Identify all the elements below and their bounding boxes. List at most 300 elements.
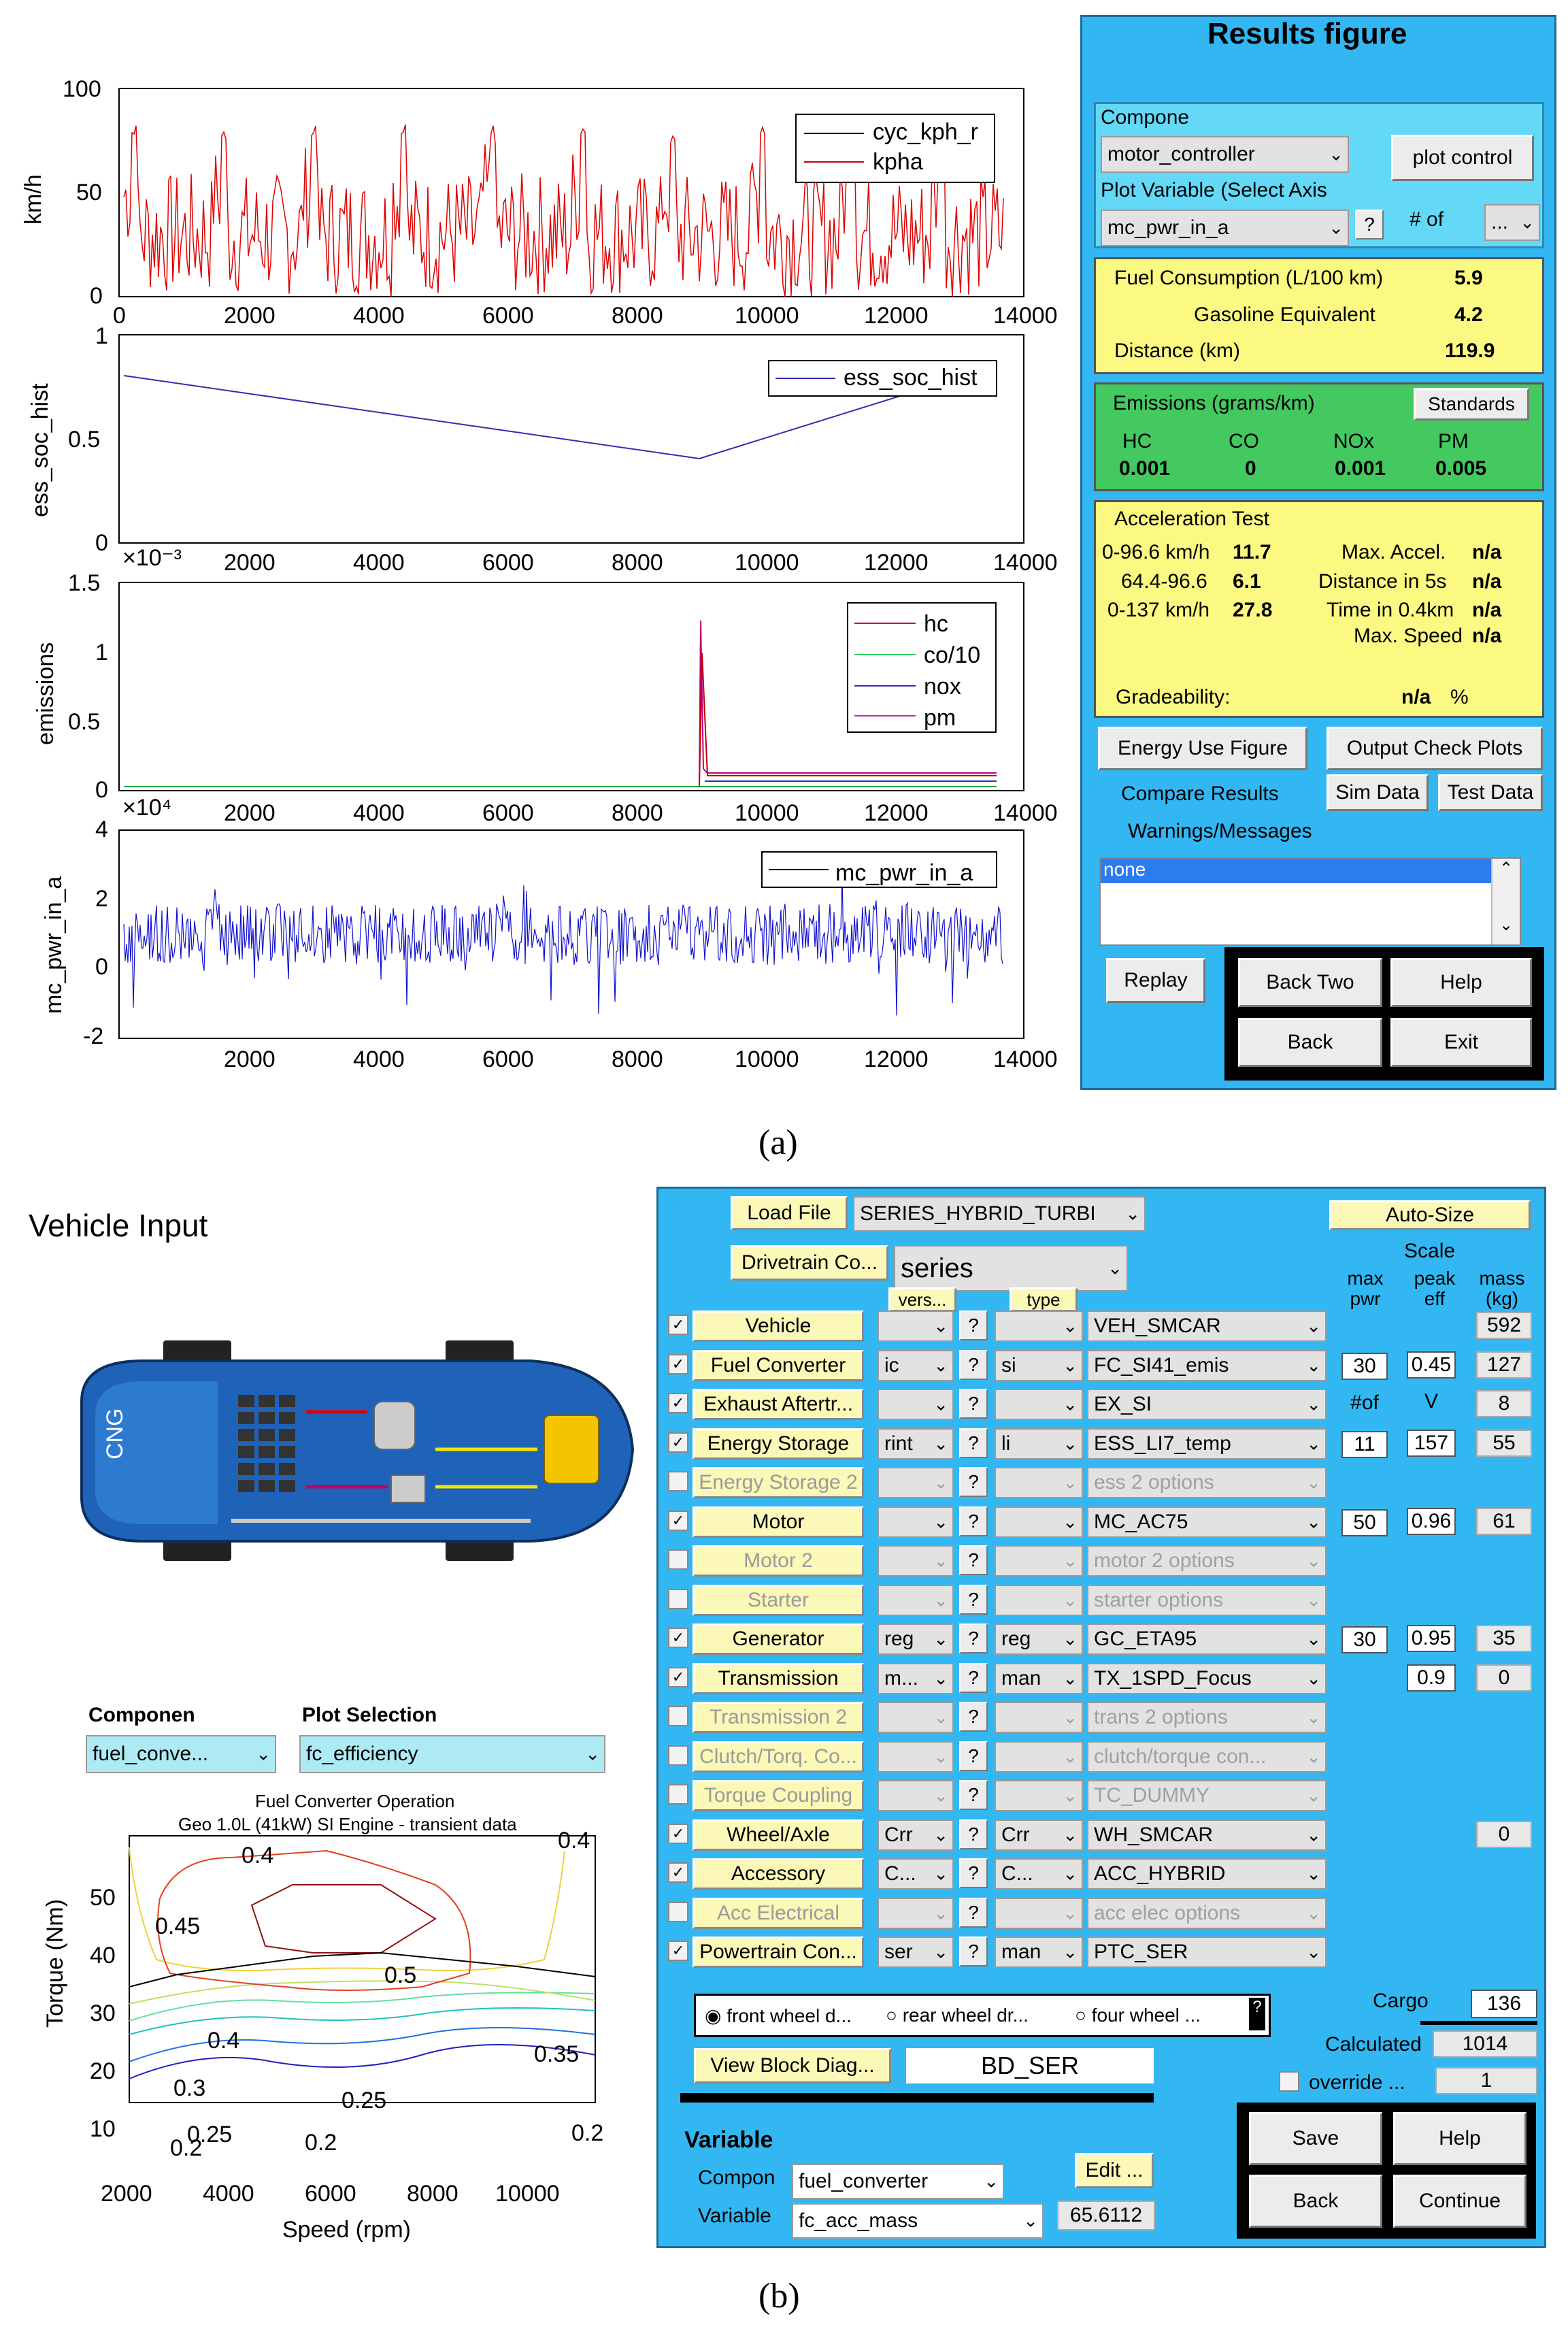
component-file-dropdown[interactable] bbox=[1087, 1311, 1327, 1342]
component-checkbox[interactable] bbox=[668, 1902, 688, 1922]
speed-plot bbox=[0, 68, 1075, 340]
component-file-dropdown[interactable] bbox=[1087, 1545, 1327, 1577]
component-file-dropdown[interactable] bbox=[1087, 1506, 1327, 1538]
peak-efficiency-field[interactable]: 0.45 bbox=[1407, 1351, 1456, 1379]
continue-button[interactable]: Continue bbox=[1393, 2175, 1527, 2228]
type-dropdown[interactable] bbox=[995, 1585, 1083, 1616]
accel-row-value: 11.7 bbox=[1233, 541, 1271, 563]
component-button[interactable]: Clutch/Torq. Co... bbox=[693, 1741, 864, 1773]
chevron-down-icon: ⌄ bbox=[933, 1668, 948, 1689]
chevron-down-icon: ⌄ bbox=[933, 1589, 948, 1611]
scroll-down-icon[interactable]: ⌄ bbox=[1499, 916, 1514, 934]
chevron-down-icon: ⌄ bbox=[1063, 1394, 1078, 1415]
component-checkbox[interactable]: ✓ bbox=[668, 1667, 688, 1687]
version-value: reg bbox=[884, 1628, 914, 1650]
num-of-dropdown[interactable] bbox=[1484, 204, 1540, 241]
version-dropdown[interactable] bbox=[878, 1311, 954, 1342]
chevron-down-icon: ⌄ bbox=[1063, 1707, 1078, 1728]
ytick: -2 bbox=[83, 1023, 104, 1049]
xtick: 14000 bbox=[993, 550, 1058, 576]
mass-field[interactable]: 55 bbox=[1476, 1430, 1532, 1457]
version-dropdown[interactable] bbox=[878, 1937, 954, 1968]
radio-front-wheel[interactable]: ◉ front wheel d... bbox=[705, 2005, 852, 2026]
plot-variable-label: Plot Variable (Select Axis bbox=[1101, 179, 1327, 201]
component-file-dropdown[interactable] bbox=[1087, 1585, 1327, 1616]
vers-button[interactable]: vers... bbox=[888, 1287, 956, 1312]
help-question-button[interactable]: ? bbox=[959, 1663, 988, 1693]
component-checkbox[interactable]: ✓ bbox=[668, 1354, 688, 1374]
component-checkbox[interactable]: ✓ bbox=[668, 1862, 688, 1883]
xtick: 14000 bbox=[993, 800, 1058, 826]
component-checkbox[interactable]: ✓ bbox=[668, 1824, 688, 1844]
component-file-dropdown[interactable] bbox=[1087, 1624, 1327, 1655]
help-question-button[interactable]: ? bbox=[959, 1389, 988, 1419]
help-icon[interactable]: ? bbox=[1249, 1998, 1265, 2030]
compone-label: Compone bbox=[1101, 106, 1190, 129]
ytick: 0 bbox=[95, 777, 108, 803]
xtick: 6000 bbox=[482, 550, 534, 576]
caption-b: (b) bbox=[758, 2277, 800, 2316]
help-question-button[interactable]: ? bbox=[959, 1350, 988, 1380]
chevron-down-icon: ⌄ bbox=[1306, 1472, 1321, 1493]
xtick: 8000 bbox=[612, 550, 663, 576]
xtick: 8000 bbox=[407, 2181, 458, 2207]
chevron-down-icon: ⌄ bbox=[933, 1707, 948, 1728]
component-file-value: GC_ETA95 bbox=[1094, 1628, 1197, 1650]
peak-efficiency-field: V bbox=[1424, 1390, 1438, 1413]
component-file-value: motor 2 options bbox=[1094, 1549, 1235, 1572]
contour-label: 0.25 bbox=[187, 2122, 233, 2147]
type-dropdown[interactable] bbox=[995, 1389, 1083, 1420]
component-file-value: ESS_LI7_temp bbox=[1094, 1432, 1231, 1455]
version-dropdown[interactable] bbox=[878, 1858, 954, 1890]
power-plot bbox=[0, 817, 1075, 1061]
type-dropdown[interactable] bbox=[995, 1702, 1083, 1733]
help-question-button[interactable]: ? bbox=[959, 1702, 988, 1732]
distance-5s-value: n/a bbox=[1472, 570, 1502, 593]
chevron-down-icon: ⌄ bbox=[933, 1746, 948, 1767]
max-power-field[interactable]: 30 bbox=[1341, 1626, 1388, 1653]
peak-efficiency-field[interactable]: 0.95 bbox=[1407, 1625, 1456, 1652]
component-file-value: MC_AC75 bbox=[1094, 1511, 1188, 1533]
compon-dropdown[interactable] bbox=[792, 2164, 1004, 2199]
componen-value: fuel_conve... bbox=[93, 1743, 209, 1765]
divider bbox=[1420, 2021, 1537, 2025]
chevron-down-icon: ⌄ bbox=[933, 1394, 948, 1415]
ytick: 1 bbox=[95, 640, 108, 665]
component-checkbox[interactable] bbox=[668, 1784, 688, 1805]
contour-label: 0.3 bbox=[173, 2075, 206, 2101]
chevron-down-icon: ⌄ bbox=[1306, 1902, 1321, 1924]
component-file-dropdown[interactable] bbox=[1087, 1741, 1327, 1773]
num-of-value: ... bbox=[1491, 211, 1509, 233]
chevron-down-icon: ⌄ bbox=[1306, 1746, 1321, 1767]
help-question-button[interactable]: ? bbox=[959, 1311, 988, 1340]
ytick: 50 bbox=[76, 180, 102, 205]
component-button[interactable]: Acc Electrical bbox=[693, 1898, 864, 1929]
drivetrain-dropdown[interactable] bbox=[894, 1245, 1128, 1291]
scrollbar[interactable] bbox=[1491, 859, 1520, 944]
version-dropdown[interactable] bbox=[878, 1506, 954, 1538]
calculated-value: 1014 bbox=[1433, 2030, 1537, 2058]
component-checkbox[interactable] bbox=[668, 1745, 688, 1766]
component-checkbox[interactable]: ✓ bbox=[668, 1511, 688, 1531]
version-dropdown[interactable] bbox=[878, 1624, 954, 1655]
version-dropdown[interactable] bbox=[878, 1663, 954, 1694]
component-checkbox[interactable]: ✓ bbox=[668, 1628, 688, 1648]
help-question-button[interactable]: ? bbox=[959, 1428, 988, 1458]
xtick: 2000 bbox=[101, 2181, 152, 2207]
ytick: 0 bbox=[95, 954, 108, 980]
mass-field[interactable]: 592 bbox=[1476, 1312, 1532, 1339]
component-file-value: clutch/torque con... bbox=[1094, 1745, 1267, 1768]
emissions-plot bbox=[0, 572, 1075, 817]
chevron-down-icon: ⌄ bbox=[1063, 1785, 1078, 1806]
emis-value-co: 0 bbox=[1245, 457, 1256, 480]
help-question-button[interactable]: ? bbox=[959, 1819, 988, 1849]
version-dropdown[interactable] bbox=[878, 1702, 954, 1733]
contour-label: 0.2 bbox=[170, 2135, 203, 2161]
component-file-dropdown[interactable] bbox=[1087, 1858, 1327, 1890]
component-button[interactable]: Generator bbox=[693, 1624, 864, 1655]
type-dropdown[interactable] bbox=[995, 1428, 1083, 1460]
help-question-button[interactable]: ? bbox=[959, 1506, 988, 1536]
type-dropdown[interactable] bbox=[995, 1780, 1083, 1811]
replay-button[interactable]: Replay bbox=[1106, 958, 1205, 1003]
version-dropdown[interactable] bbox=[878, 1389, 954, 1420]
accel-row-label: 0-96.6 km/h bbox=[1102, 541, 1210, 563]
version-dropdown[interactable] bbox=[878, 1898, 954, 1929]
compare-results-label: Compare Results bbox=[1121, 782, 1279, 805]
xtick: 14000 bbox=[993, 1047, 1058, 1072]
component-file-value: ACC_HYBRID bbox=[1094, 1862, 1226, 1885]
chevron-down-icon: ⌄ bbox=[933, 1785, 948, 1806]
component-button[interactable]: Torque Coupling bbox=[693, 1780, 864, 1811]
max-power-field[interactable]: 11 bbox=[1341, 1431, 1388, 1458]
compon-label: Compon bbox=[698, 2166, 775, 2189]
sim-data-button[interactable]: Sim Data bbox=[1327, 774, 1429, 811]
override-input[interactable]: 1 bbox=[1435, 2067, 1537, 2094]
chevron-down-icon: ⌄ bbox=[933, 1315, 948, 1336]
contour-title: Fuel Converter Operation bbox=[255, 1791, 455, 1811]
type-value: reg bbox=[1001, 1628, 1031, 1650]
component-button[interactable]: Transmission bbox=[693, 1663, 864, 1694]
xtick: 12000 bbox=[864, 800, 929, 826]
xtick: 0 bbox=[113, 303, 126, 329]
caption-a: (a) bbox=[758, 1123, 798, 1162]
scroll-up-icon[interactable]: ⌃ bbox=[1499, 859, 1514, 878]
component-button[interactable]: Energy Storage 2 bbox=[693, 1467, 864, 1498]
chevron-down-icon: ⌄ bbox=[1306, 1941, 1321, 1962]
test-data-button[interactable]: Test Data bbox=[1438, 774, 1543, 811]
chevron-down-icon: ⌄ bbox=[1306, 1863, 1321, 1884]
type-button[interactable]: type bbox=[1010, 1287, 1078, 1312]
xtick: 4000 bbox=[353, 550, 405, 576]
contour-label: 0.4 bbox=[558, 1828, 590, 1853]
fuel-value: 5.9 bbox=[1454, 267, 1483, 289]
component-button[interactable]: Vehicle bbox=[693, 1311, 864, 1342]
chevron-down-icon: ⌄ bbox=[1063, 1902, 1078, 1924]
type-value: si bbox=[1001, 1354, 1016, 1377]
type-dropdown[interactable] bbox=[995, 1937, 1083, 1968]
save-button[interactable]: Save bbox=[1249, 2112, 1382, 2165]
plot-selection-dropdown[interactable] bbox=[299, 1735, 605, 1773]
component-button[interactable]: Wheel/Axle bbox=[693, 1819, 864, 1851]
mass-field[interactable]: 127 bbox=[1476, 1351, 1532, 1379]
back-two-button[interactable]: Back Two bbox=[1238, 958, 1382, 1007]
compon-value: fuel_converter bbox=[799, 2170, 929, 2192]
component-button[interactable]: Fuel Converter bbox=[693, 1350, 864, 1381]
chevron-down-icon: ⌄ bbox=[1329, 144, 1344, 165]
component-file-dropdown[interactable] bbox=[1087, 1702, 1327, 1733]
component-button[interactable]: Motor 2 bbox=[693, 1545, 864, 1577]
plot-control-button[interactable]: plot control bbox=[1391, 135, 1534, 181]
version-dropdown[interactable] bbox=[878, 1585, 954, 1616]
type-dropdown[interactable] bbox=[995, 1898, 1083, 1929]
chevron-down-icon: ⌄ bbox=[1306, 1589, 1321, 1611]
type-dropdown[interactable] bbox=[995, 1545, 1083, 1577]
component-button[interactable]: Starter bbox=[693, 1585, 864, 1616]
auto-size-button[interactable]: Auto-Size bbox=[1329, 1200, 1531, 1230]
speed-ylabel: km/h bbox=[20, 174, 46, 225]
distance-label: Distance (km) bbox=[1114, 340, 1241, 362]
chevron-down-icon: ⌄ bbox=[933, 1824, 948, 1845]
variable-dropdown[interactable] bbox=[792, 2203, 1044, 2239]
version-dropdown[interactable] bbox=[878, 1545, 954, 1577]
chevron-down-icon: ⌄ bbox=[933, 1628, 948, 1649]
mass-field[interactable]: 61 bbox=[1476, 1508, 1532, 1535]
warnings-label: Warnings/Messages bbox=[1128, 820, 1312, 842]
chevron-down-icon: ⌄ bbox=[933, 1511, 948, 1532]
help-question-button[interactable]: ? bbox=[959, 1624, 988, 1653]
component-checkbox[interactable]: ✓ bbox=[668, 1432, 688, 1453]
version-dropdown[interactable] bbox=[878, 1428, 954, 1460]
exponent-label: ×10⁻³ bbox=[122, 545, 182, 571]
component-checkbox[interactable]: ✓ bbox=[668, 1941, 688, 1961]
xtick: 4000 bbox=[203, 2181, 254, 2207]
chevron-down-icon: ⌄ bbox=[1306, 1433, 1321, 1454]
type-dropdown[interactable] bbox=[995, 1311, 1083, 1342]
help-question-button[interactable]: ? bbox=[959, 1780, 988, 1810]
exponent-label: ×10⁴ bbox=[122, 795, 172, 821]
standards-button[interactable]: Standards bbox=[1414, 388, 1529, 421]
contour-label: 0.4 bbox=[207, 2028, 240, 2054]
chevron-down-icon: ⌄ bbox=[1063, 1315, 1078, 1336]
contour-subtitle: Geo 1.0L (41kW) SI Engine - transient data bbox=[178, 1814, 517, 1834]
component-file-dropdown[interactable] bbox=[1087, 1663, 1327, 1694]
help-question-button[interactable]: ? bbox=[959, 1741, 988, 1771]
mass-field[interactable]: 0 bbox=[1476, 1664, 1532, 1692]
override-label: override ... bbox=[1309, 2071, 1405, 2094]
back-button[interactable]: Back bbox=[1249, 2175, 1382, 2228]
xtick: 6000 bbox=[482, 800, 534, 826]
legend-pm: pm bbox=[924, 705, 956, 731]
chevron-down-icon: ⌄ bbox=[1063, 1628, 1078, 1649]
chevron-down-icon: ⌄ bbox=[1063, 1941, 1078, 1962]
xtick: 12000 bbox=[864, 303, 929, 329]
version-dropdown[interactable] bbox=[878, 1350, 954, 1381]
gradeability-label: Gradeability: bbox=[1116, 686, 1231, 708]
version-dropdown[interactable] bbox=[878, 1741, 954, 1773]
component-file-dropdown[interactable] bbox=[1087, 1780, 1327, 1811]
chevron-down-icon: ⌄ bbox=[1306, 1315, 1321, 1336]
emis-value-hc: 0.001 bbox=[1119, 457, 1171, 480]
type-dropdown[interactable] bbox=[995, 1350, 1083, 1381]
peak-efficiency-field[interactable]: 157 bbox=[1407, 1430, 1456, 1457]
chevron-down-icon: ⌄ bbox=[1306, 1707, 1321, 1728]
type-dropdown[interactable] bbox=[995, 1663, 1083, 1694]
mass-field[interactable]: 8 bbox=[1476, 1390, 1532, 1417]
help-question-button[interactable]: ? bbox=[959, 1898, 988, 1928]
xtick: 8000 bbox=[612, 1047, 663, 1072]
compone-dropdown[interactable] bbox=[1101, 136, 1349, 173]
component-button[interactable]: Energy Storage bbox=[693, 1428, 864, 1460]
results-title: Results figure bbox=[1207, 17, 1407, 50]
output-check-button[interactable]: Output Check Plots bbox=[1327, 727, 1543, 770]
peak-efficiency-field[interactable]: 0.9 bbox=[1407, 1664, 1456, 1692]
chevron-down-icon: ⌄ bbox=[1306, 1824, 1321, 1845]
component-checkbox[interactable]: ✓ bbox=[668, 1315, 688, 1335]
component-checkbox[interactable] bbox=[668, 1471, 688, 1492]
component-file-value: acc elec options bbox=[1094, 1902, 1241, 1924]
component-checkbox[interactable]: ✓ bbox=[668, 1393, 688, 1413]
component-file-value: TC_DUMMY bbox=[1094, 1784, 1210, 1807]
distance-5s-label: Distance in 5s bbox=[1318, 570, 1447, 593]
peak-efficiency-field[interactable]: 0.96 bbox=[1407, 1508, 1456, 1535]
componen-dropdown[interactable] bbox=[86, 1735, 276, 1773]
contour-label: 0.45 bbox=[155, 1913, 201, 1939]
xtick: 6000 bbox=[482, 303, 534, 329]
max-power-field[interactable]: 50 bbox=[1341, 1509, 1388, 1536]
component-file-dropdown[interactable] bbox=[1087, 1428, 1327, 1460]
component-checkbox[interactable] bbox=[668, 1706, 688, 1726]
type-dropdown[interactable] bbox=[995, 1506, 1083, 1538]
xtick: 14000 bbox=[993, 303, 1058, 329]
ytick: 50 bbox=[90, 1885, 116, 1911]
help-question-button[interactable]: ? bbox=[959, 1937, 988, 1966]
component-checkbox[interactable] bbox=[668, 1589, 688, 1609]
component-file-dropdown[interactable] bbox=[1087, 1937, 1327, 1968]
legend-cyc: cyc_kph_r bbox=[873, 119, 978, 145]
power-ylabel: mc_pwr_in_a bbox=[41, 876, 67, 1014]
emis-header-pm: PM bbox=[1438, 430, 1469, 452]
chevron-down-icon: ⌄ bbox=[1063, 1511, 1078, 1532]
help-button[interactable]: Help bbox=[1390, 958, 1532, 1007]
type-value: C... bbox=[1001, 1862, 1033, 1885]
component-button[interactable]: Powertrain Con... bbox=[693, 1937, 864, 1968]
help-question-button[interactable]: ? bbox=[959, 1545, 988, 1575]
help-question-button[interactable]: ? bbox=[959, 1467, 988, 1497]
component-file-dropdown[interactable] bbox=[1087, 1898, 1327, 1929]
cargo-label: Cargo bbox=[1373, 1990, 1429, 2012]
chevron-down-icon: ⌄ bbox=[1306, 1550, 1321, 1571]
view-block-diagram-button[interactable]: View Block Diag... bbox=[694, 2048, 891, 2083]
ytick: 2 bbox=[95, 886, 108, 912]
soc-ylabel: ess_soc_hist bbox=[27, 383, 53, 517]
type-dropdown[interactable] bbox=[995, 1467, 1083, 1498]
drivetrain-button[interactable]: Drivetrain Co... bbox=[731, 1245, 888, 1281]
version-dropdown[interactable] bbox=[878, 1819, 954, 1851]
override-checkbox[interactable] bbox=[1279, 2071, 1299, 2092]
help-question-button[interactable]: ? bbox=[959, 1858, 988, 1888]
energy-use-button[interactable]: Energy Use Figure bbox=[1098, 727, 1307, 770]
gradeability-unit: % bbox=[1450, 686, 1469, 708]
load-file-button[interactable]: Load File bbox=[731, 1196, 848, 1230]
chevron-down-icon: ⌄ bbox=[933, 1550, 948, 1571]
type-dropdown[interactable] bbox=[995, 1624, 1083, 1655]
variable-value: fc_acc_mass bbox=[799, 2209, 918, 2232]
version-dropdown[interactable] bbox=[878, 1780, 954, 1811]
warning-item[interactable]: none bbox=[1101, 859, 1491, 883]
max-accel-label: Max. Accel. bbox=[1341, 541, 1446, 563]
plot-selection-label: Plot Selection bbox=[302, 1704, 437, 1726]
xtick: 2000 bbox=[224, 550, 276, 576]
radio-four-wheel[interactable]: ○ four wheel ... bbox=[1075, 2005, 1201, 2026]
component-file-dropdown[interactable] bbox=[1087, 1389, 1327, 1420]
divider bbox=[680, 2093, 1154, 2103]
ytick: 1.5 bbox=[68, 570, 101, 596]
chevron-down-icon: ⌄ bbox=[256, 1743, 271, 1764]
type-dropdown[interactable] bbox=[995, 1741, 1083, 1773]
component-checkbox[interactable] bbox=[668, 1549, 688, 1570]
block-diagram-name: BD_SER bbox=[906, 2048, 1154, 2083]
col-head-pwr: max pwr bbox=[1347, 1268, 1384, 1309]
component-button[interactable]: Transmission 2 bbox=[693, 1702, 864, 1733]
chevron-down-icon: ⌄ bbox=[1520, 212, 1535, 233]
component-button[interactable]: Motor bbox=[693, 1506, 864, 1538]
edit-button[interactable]: Edit ... bbox=[1075, 2153, 1154, 2188]
version-dropdown[interactable] bbox=[878, 1467, 954, 1498]
chevron-down-icon: ⌄ bbox=[585, 1743, 600, 1764]
max-power-field[interactable]: 30 bbox=[1341, 1353, 1388, 1380]
legend-power: mc_pwr_in_a bbox=[835, 860, 973, 886]
ytick: 1 bbox=[95, 323, 108, 349]
component-file-dropdown[interactable] bbox=[1087, 1350, 1327, 1381]
type-value: li bbox=[1001, 1432, 1011, 1455]
soc-plot bbox=[0, 320, 1075, 565]
chevron-down-icon: ⌄ bbox=[933, 1355, 948, 1376]
calculated-label: Calculated bbox=[1325, 2033, 1422, 2056]
cargo-input[interactable]: 136 bbox=[1471, 1990, 1537, 2018]
ytick: 20 bbox=[90, 2058, 116, 2084]
contour-label: 0.2 bbox=[305, 2130, 337, 2156]
component-file-dropdown[interactable] bbox=[1087, 1819, 1327, 1851]
mass-field[interactable]: 0 bbox=[1476, 1821, 1532, 1848]
load-file-value: SERIES_HYBRID_TURBI bbox=[860, 1202, 1096, 1225]
component-button[interactable]: Accessory bbox=[693, 1858, 864, 1890]
load-file-dropdown[interactable] bbox=[853, 1196, 1146, 1232]
xtick: 10000 bbox=[735, 800, 799, 826]
radio-rear-wheel[interactable]: ○ rear wheel dr... bbox=[886, 2005, 1029, 2026]
component-file-value: VEH_SMCAR bbox=[1094, 1315, 1221, 1337]
radio-label: front wheel d... bbox=[727, 2005, 852, 2026]
legend-co: co/10 bbox=[924, 642, 981, 668]
component-button[interactable]: Exhaust Aftertr... bbox=[693, 1389, 864, 1420]
component-file-value: trans 2 options bbox=[1094, 1706, 1228, 1728]
component-file-dropdown[interactable] bbox=[1087, 1467, 1327, 1498]
plot-variable-dropdown[interactable] bbox=[1101, 210, 1349, 246]
help-question-button[interactable]: ? bbox=[959, 1585, 988, 1615]
type-dropdown[interactable] bbox=[995, 1819, 1083, 1851]
accel-title: Acceleration Test bbox=[1114, 508, 1269, 530]
exit-button[interactable]: Exit bbox=[1390, 1018, 1532, 1067]
drivetrain-value: series bbox=[901, 1253, 973, 1283]
help-question-button[interactable]: ? bbox=[1355, 210, 1384, 240]
help-button[interactable]: Help bbox=[1393, 2112, 1527, 2165]
mass-field[interactable]: 35 bbox=[1476, 1625, 1532, 1652]
type-dropdown[interactable] bbox=[995, 1858, 1083, 1890]
back-button[interactable]: Back bbox=[1238, 1018, 1382, 1067]
